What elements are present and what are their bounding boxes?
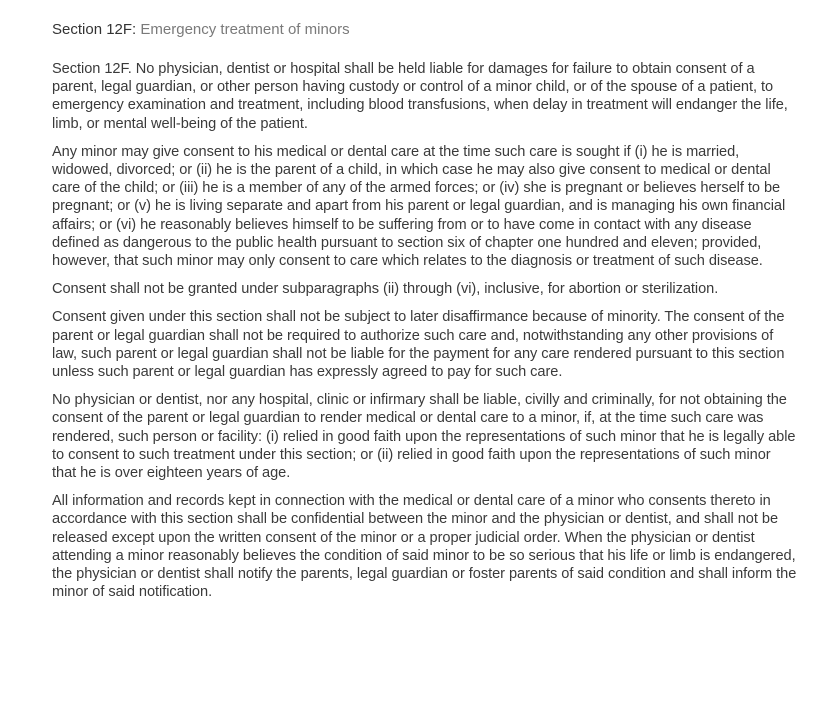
- section-number: Section 12F:: [52, 21, 137, 38]
- section-heading: [52, 18, 797, 42]
- section-topic: Emergency treatment of minors: [140, 21, 350, 38]
- paragraph-minor-consent: Any minor may give consent to his medical or dental care at the time such care is sought if (i) he is married, widowed, divorced; or (ii) he is the parent of a child, in which case he may also give consent to medical or dental care of the child; or (iii) he is a member of any of the armed forces; or (iv) she is pregnant or believes herself to be pregnant; or (v) he is living separate and apart from his parent or legal guardian, and is managing his own financial affairs; or (vi) he reasonably believes himself to be suffering from or to have come in contact with any disease defined as dangerous to the public health pursuant to section six of chapter one hundred and eleven; provided, however, that such minor may only consent to care which relates to the diagnosis or treatment of such disease.: [52, 143, 786, 270]
- paragraph-good-faith-reliance: No physician or dentist, nor any hospital, clinic or infirmary shall be liable, civilly and criminally, for not obtaining the consent of the parent or legal guardian to render medical or dental care to a minor, if, at the time such care was rendered, such person or facility: (i) relied in good faith upon the representations of such minor that he is legally able to consent to such treatment under this section; or (ii) relied in good faith upon the representations of such minor that he is over eighteen years of age.: [52, 392, 796, 482]
- paragraph-consent-exclusions: Consent shall not be granted under subparagraphs (ii) through (vi), inclusive, for abortion or sterilization.: [52, 281, 719, 298]
- paragraph-disaffirmance: Consent given under this section shall not be subject to later disaffirmance because of minority. The consent of the parent or legal guardian shall not be required to authorize such care and, notwithstanding any other provisions of law, such parent or legal guardian shall not be liable for the payment for any care rendered pursuant to this section unless such parent or legal guardian has expressly agreed to pay for such care.: [52, 309, 785, 381]
- paragraph-liability-emergency: Section 12F. No physician, dentist or hospital shall be held liable for damages for failure to obtain consent of a parent, legal guardian, or other person having custody or control of a minor child, or of the spouse of a patient, to emergency examination and treatment, including blood transfusions, when delay in treatment will endanger the life, limb, or mental well-being of the patient.: [52, 61, 788, 132]
- document-page: [52, 18, 797, 611]
- paragraph-confidentiality: All information and records kept in connection with the medical or dental care of a minor who consents thereto in accordance with this section shall be confidential between the minor and the physician or dentist, and shall not be released except upon the written consent of the minor or a proper judicial order. When the physician or dentist attending a minor reasonably believes the condition of said minor to be so serious that his life or limb is endangered, the physician or dentist shall notify the parents, legal guardian or foster parents of said condition and shall inform the minor of said notification.: [52, 493, 797, 601]
